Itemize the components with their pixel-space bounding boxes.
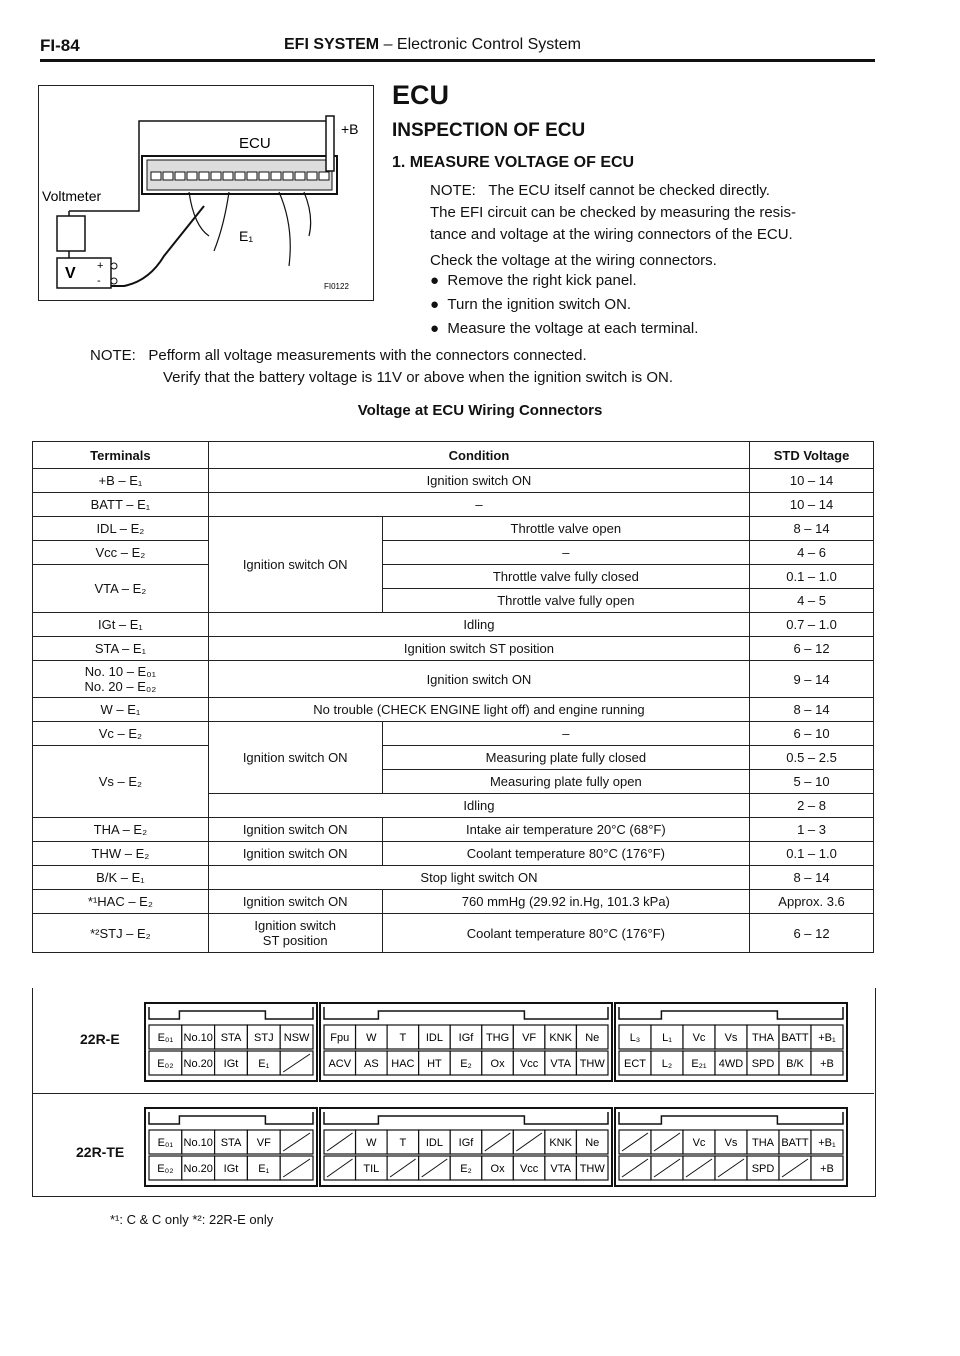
connector-pin-label: E₀₁ xyxy=(157,1032,174,1044)
subsection-heading: INSPECTION OF ECU xyxy=(392,120,586,141)
connector-key xyxy=(324,1007,608,1019)
fig-voltmeter-label: Voltmeter xyxy=(42,188,102,204)
connector-pin-label: T xyxy=(399,1032,407,1044)
fig-ecu-label: ECU xyxy=(239,135,271,152)
table-row: Vs – E₂ Measuring plate fully closed 0.5 – 2.5 xyxy=(33,746,874,770)
table-row: +B – E₁ Ignition switch ON 10 – 14 xyxy=(33,469,874,493)
connector-pin-label: Fpu xyxy=(330,1032,350,1044)
connector-pin-label: VTA xyxy=(550,1163,571,1175)
connector-pin-label: E₂ xyxy=(460,1058,472,1070)
connector-pin-label: IGt xyxy=(223,1058,239,1070)
fig-minus-label: - xyxy=(97,275,101,287)
connector-key xyxy=(149,1112,313,1124)
connector-pin-label: No.20 xyxy=(183,1163,213,1175)
fig-plusb-label: +B xyxy=(341,121,359,137)
connector-pin-label: E₀₂ xyxy=(157,1163,174,1175)
bullet-3: ● Measure the voltage at each terminal. xyxy=(430,320,699,337)
section-heading: ECU xyxy=(392,80,450,110)
connector-pin-label: Vc xyxy=(692,1032,706,1044)
connector-block-b xyxy=(320,1108,612,1186)
connector-pin-label: +B₁ xyxy=(818,1137,836,1149)
check-line: Check the voltage at the wiring connectors. xyxy=(430,252,717,269)
connector-pin-label: HT xyxy=(427,1058,442,1070)
note-line-2: The EFI circuit can be checked by measuring the resis- xyxy=(430,204,796,221)
table-row: Vcc – E₂ – 4 – 6 xyxy=(33,541,874,565)
connector-pin-label: L₁ xyxy=(662,1032,672,1044)
bullet-1: ● Remove the right kick panel. xyxy=(430,272,637,289)
connector-pin-label: SPD xyxy=(751,1058,775,1070)
connector-pin-label: THG xyxy=(485,1032,510,1044)
connector-pin-label: T xyxy=(399,1137,407,1149)
connector-pin-label: Ox xyxy=(490,1058,505,1070)
table-row: *¹HAC – E₂ Ignition switch ON 760 mmHg (29.92 in.Hg, 101.3 kPa) Approx. 3.6 xyxy=(33,890,874,914)
connector-pin-label: L₂ xyxy=(661,1058,673,1070)
note-2: NOTE: Pefform all voltage measurements with the connectors connected. Verify that the battery voltage is 11V or above when the ignition switch is ON. xyxy=(90,347,673,386)
connector-pin-label: THA xyxy=(752,1032,774,1044)
connector-pin-label: Vcc xyxy=(519,1163,539,1175)
connector-pin-label: IDL xyxy=(425,1032,444,1044)
fig-plus-label: + xyxy=(97,260,104,272)
connector-pin-label: No.10 xyxy=(183,1137,213,1149)
th-terminals: Terminals xyxy=(33,442,209,469)
connector-block-c xyxy=(615,1003,847,1081)
fig-v-label: V xyxy=(65,265,76,282)
connector-pin-label: Ne xyxy=(585,1137,600,1149)
table-row: B/K – E₁ Stop light switch ON 8 – 14 xyxy=(33,866,874,890)
step-heading: 1. MEASURE VOLTAGE OF ECU xyxy=(392,154,635,171)
connector-pin-label: SPD xyxy=(751,1163,775,1175)
connector-pin-label: 4WD xyxy=(718,1058,744,1070)
connector-pin-label: +B₁ xyxy=(818,1032,836,1044)
connector-pin-label: VF xyxy=(522,1032,537,1044)
note-line-1: NOTE: The ECU itself cannot be checked directly. xyxy=(430,182,770,199)
table-row: *²STJ – E₂ Ignition switch ST position Coolant temperature 80°C (176°F) 6 – 12 xyxy=(33,914,874,953)
table-row: VTA – E₂ Throttle valve fully closed 0.1 – 1.0 xyxy=(33,565,874,589)
connector-key xyxy=(619,1112,843,1124)
connector-pin-label: No.10 xyxy=(183,1032,213,1044)
header-title-rest: – Electronic Control System xyxy=(379,36,581,53)
connector-pin-label: IGf xyxy=(458,1137,474,1149)
connector-pin-label: BATT xyxy=(781,1137,809,1149)
connector-pin-label: KNK xyxy=(549,1032,572,1044)
connector-pin-label: STA xyxy=(220,1032,242,1044)
connector-pin-label: VF xyxy=(256,1137,271,1149)
table-row: THA – E₂ Ignition switch ON Intake air temperature 20°C (68°F) 1 – 3 xyxy=(33,818,874,842)
connector-pin-label: STJ xyxy=(254,1032,274,1044)
connector-pin-label: NSW xyxy=(283,1032,310,1044)
connector-pin-label: Vs xyxy=(724,1032,738,1044)
connector-pin-label: STA xyxy=(220,1137,242,1149)
fig-code: FI0122 xyxy=(324,282,349,291)
table-row: IGt – E₁ Idling 0.7 – 1.0 xyxy=(33,613,874,637)
table-caption: Voltage at ECU Wiring Connectors xyxy=(357,402,603,419)
connector-pin-label: KNK xyxy=(549,1137,572,1149)
connector-pin-label: Vc xyxy=(692,1137,706,1149)
th-std: STD Voltage xyxy=(750,442,874,469)
connector-pin-label: W xyxy=(366,1032,377,1044)
table-row: STA – E₁ Ignition switch ST position 6 – 12 xyxy=(33,637,874,661)
note-line-3: tance and voltage at the wiring connectors of the ECU. xyxy=(430,226,793,243)
connector-pin-label: E₁ xyxy=(258,1058,270,1070)
header-title-bold: EFI SYSTEM xyxy=(284,36,380,53)
table-row: IDL – E₂ Ignition switch ON Throttle valve open 8 – 14 xyxy=(33,517,874,541)
table-row: BATT – E₁ – 10 – 14 xyxy=(33,493,874,517)
connector-key xyxy=(149,1007,313,1019)
table-row: Throttle valve fully open 4 – 5 xyxy=(33,589,874,613)
connector-block-a xyxy=(145,1003,317,1081)
connector-pin-label: ECT xyxy=(624,1058,646,1070)
connector-pin-label: E₂₁ xyxy=(691,1058,707,1070)
connector-pin-label: +B xyxy=(820,1163,834,1175)
table-row: Idling 2 – 8 xyxy=(33,794,874,818)
connector-pin-label: HAC xyxy=(391,1058,415,1070)
connector-pin-label: E₀₁ xyxy=(157,1137,174,1149)
footnote: *¹: C & C only *²: 22R-E only xyxy=(110,1212,274,1227)
connector-pin-label: BATT xyxy=(781,1032,809,1044)
connector-pin-label: IGt xyxy=(223,1163,239,1175)
page-number: FI-84 xyxy=(40,36,80,55)
table-row: W – E₁ No trouble (CHECK ENGINE light off) and engine running 8 – 14 xyxy=(33,698,874,722)
connector-block-b xyxy=(320,1003,612,1081)
connector-label-22rte: 22R-TE xyxy=(76,1144,125,1160)
connector-key xyxy=(324,1112,608,1124)
connector-pin-label: THA xyxy=(752,1137,774,1149)
connector-pin-label: E₁ xyxy=(258,1163,270,1175)
connector-pin-label: +B xyxy=(820,1058,834,1070)
connector-pin-label: B/K xyxy=(786,1058,804,1070)
table-row: Measuring plate fully open 5 – 10 xyxy=(33,770,874,794)
connector-key xyxy=(619,1007,843,1019)
connector-pin-label: W xyxy=(366,1137,377,1149)
connector-block-a xyxy=(145,1108,317,1186)
connector-pin-label: Ne xyxy=(585,1032,600,1044)
table-row: Vc – E₂ Ignition switch ON – 6 – 10 xyxy=(33,722,874,746)
connector-block-c xyxy=(615,1108,847,1186)
fig-e1-label: E₁ xyxy=(239,228,254,244)
connector-pin-label: VTA xyxy=(550,1058,571,1070)
connector-pin-label: L₃ xyxy=(629,1032,641,1044)
connector-pin-label: E₀₂ xyxy=(157,1058,174,1070)
connector-pin-label: IDL xyxy=(425,1137,444,1149)
connector-pin-label: TIL xyxy=(363,1163,380,1175)
connector-pin-label: AS xyxy=(363,1058,379,1070)
connector-pin-label: THW xyxy=(579,1163,605,1175)
bullet-2: ● Turn the ignition switch ON. xyxy=(430,296,632,313)
connector-pin-label: E₂ xyxy=(460,1163,472,1175)
connector-pin-label: ACV xyxy=(328,1058,352,1070)
table-row: No. 10 – E₀₁ No. 20 – E₀₂ Ignition switch ON 9 – 14 xyxy=(33,661,874,698)
connector-pin-label: THW xyxy=(579,1058,605,1070)
connector-pin-label: Vs xyxy=(724,1137,738,1149)
th-condition: Condition xyxy=(208,442,749,469)
connector-pin-label: Vcc xyxy=(519,1058,539,1070)
connector-pin-label: Ox xyxy=(490,1163,505,1175)
table-row: THW – E₂ Ignition switch ON Coolant temperature 80°C (176°F) 0.1 – 1.0 xyxy=(33,842,874,866)
connector-label-22re: 22R-E xyxy=(80,1031,120,1047)
connector-pin-label: No.20 xyxy=(183,1058,213,1070)
connector-pin-label: IGf xyxy=(458,1032,474,1044)
